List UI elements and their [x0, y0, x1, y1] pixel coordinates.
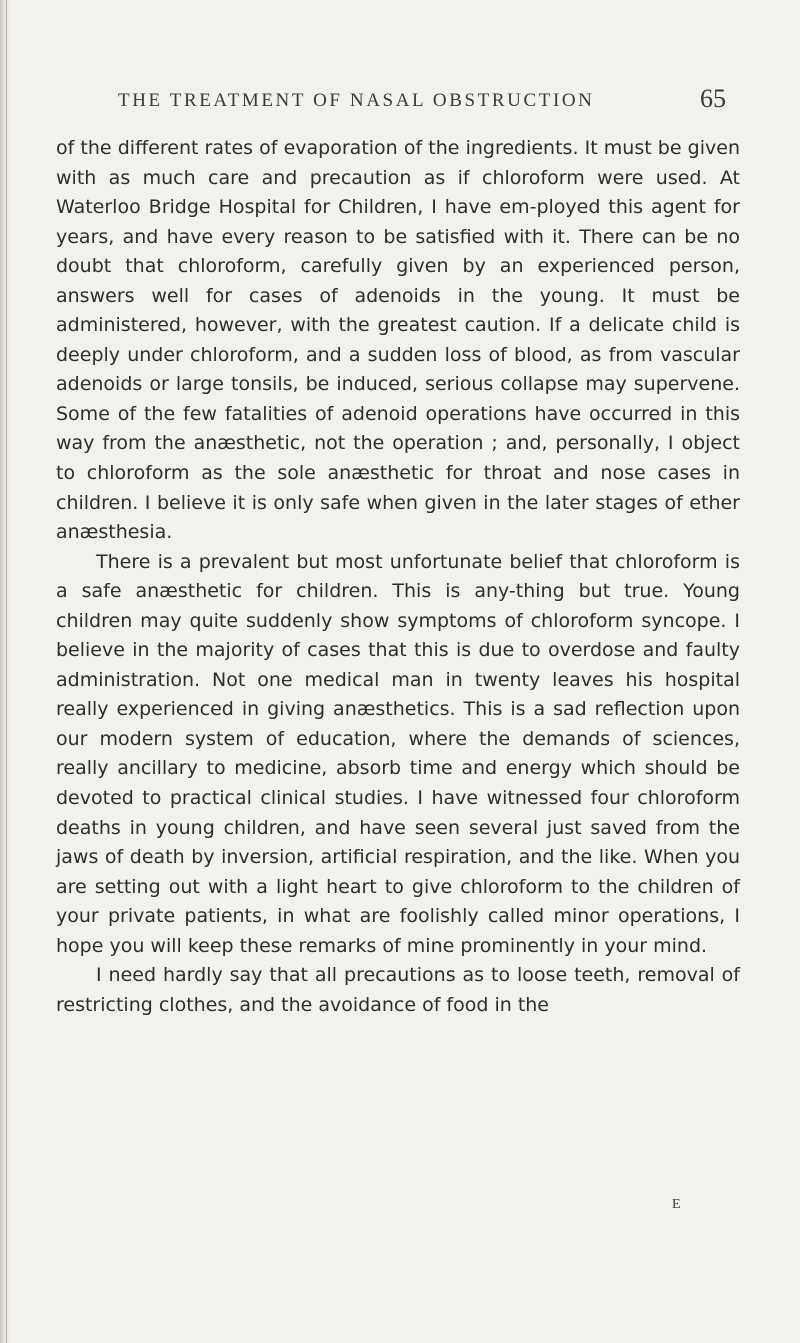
paragraph: There is a prevalent but most unfortunate belief that chloroform is a safe anæsthetic for children. This is any-thing but true. Young children may quite suddenly show symptoms of chloroform syncope. I believe in the majority of cases that this is due to overdose and faulty administration. Not one medical man in twenty leaves his hospital really experienced in giving anæsthetics. This is a sad reflection upon our modern system of education, where the demands of sciences, really ancillary to medicine, absorb time and energy which should be devoted to practical clinical studies. I have witnessed four chloroform deaths in young children, and have seen several just saved from the jaws of death by inversion, artificial respiration, and the like. When you are setting out with a light heart to give chloroform to the children of your private patients, in what are foolishly called minor operations, I hope you will keep these remarks of mine prominently in your mind.: [56, 550, 740, 957]
page-header: [0, 84, 800, 120]
page-number: 65: [700, 84, 726, 113]
paragraph: I need hardly say that all precautions as to loose teeth, removal of restricting clothes, and the avoidance of food in the: [56, 964, 740, 1016]
signature-mark: E: [672, 1197, 681, 1212]
text-body: [56, 134, 740, 1020]
binding-edge: [6, 0, 7, 1343]
page-gutter-shadow: [0, 0, 10, 1343]
running-title: THE TREATMENT OF NASAL OBSTRUCTION: [118, 90, 595, 111]
paragraph-continued: of the different rates of evaporation of the ingredients. It must be given with as much care and precaution as if chloroform were used. At Waterloo Bridge Hospital for Children, I have em-ployed this agent for years, and have every reason to be satisfied with it. There can be no doubt that chloroform, carefully given by an experienced person, answers well for cases of adenoids in the young. It must be administered, however, with the greatest caution. If a delicate child is deeply under chloroform, and a sudden loss of blood, as from vascular adenoids or large tonsils, be induced, serious collapse may supervene. Some of the few fatalities of adenoid operations have occurred in this way from the anæsthetic, not the operation ; and, personally, I object to chloroform as the sole anæsthetic for throat and nose cases in children. I believe it is only safe when given in the later stages of ether anæsthesia.: [56, 137, 740, 544]
